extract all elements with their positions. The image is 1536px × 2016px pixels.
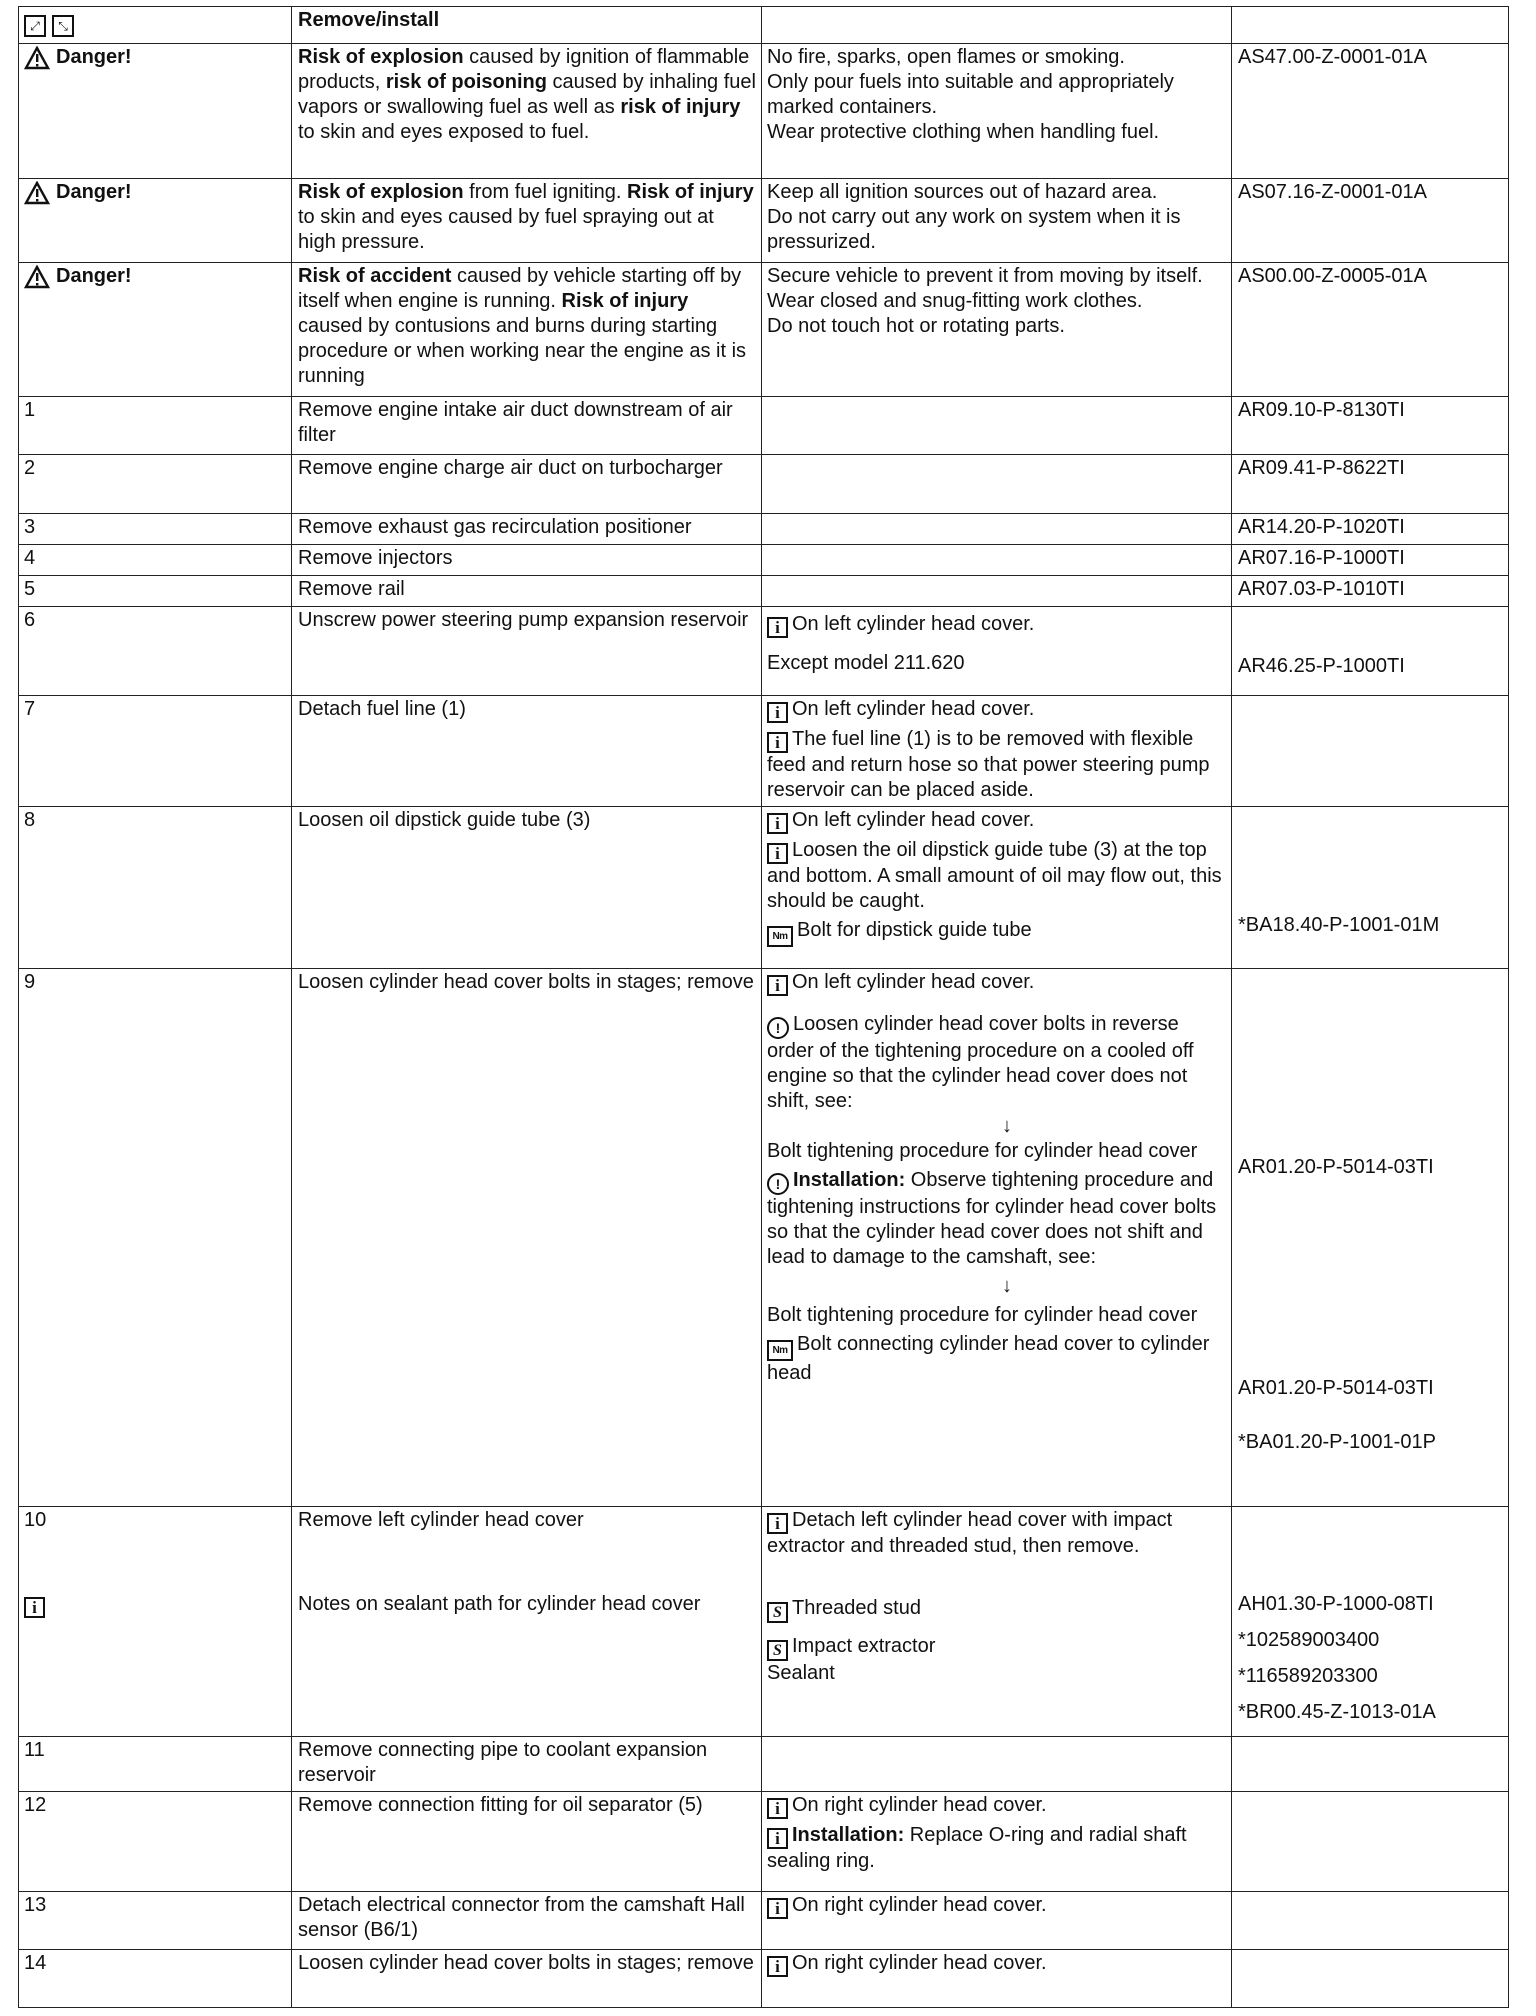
step-action: Remove connection fitting for oil separator (5) bbox=[292, 1792, 762, 1892]
step-row-5 bbox=[19, 576, 1509, 607]
step-ref-link[interactable]: *BA01.20-P-1001-01P bbox=[1238, 1431, 1436, 1453]
step-notes bbox=[762, 455, 1232, 514]
info-icon: i bbox=[767, 1956, 788, 1977]
info-icon: i bbox=[24, 1597, 45, 1618]
step-ref-cell bbox=[1232, 1950, 1509, 2008]
step-number-cell bbox=[19, 1507, 292, 1737]
step-notes: i On left cylinder head cover. Except model 211.620 bbox=[762, 607, 1232, 696]
step-row-7 bbox=[19, 696, 1509, 807]
header-row bbox=[19, 7, 1509, 44]
step-ref-cell bbox=[1232, 1792, 1509, 1892]
danger-label: Danger! bbox=[56, 46, 132, 68]
step-ref-link[interactable]: *116589203300 bbox=[1238, 1665, 1378, 1687]
step-notes: i On left cylinder head cover. i Loosen the oil dipstick guide tube (3) at the top and bottom. A small amount of oil may flow out, this should be caught. Nm Bolt for dipstick guide tube bbox=[762, 807, 1232, 969]
step-number: 4 bbox=[19, 545, 292, 576]
header-empty-3 bbox=[762, 7, 1232, 44]
danger-label-cell bbox=[19, 44, 292, 179]
step-ref-link[interactable]: AR07.03-P-1010TI bbox=[1232, 576, 1509, 607]
danger-measures: Secure vehicle to prevent it from moving by itself. Wear closed and snug-fitting work clothes. Do not touch hot or rotating parts. bbox=[762, 263, 1232, 397]
warning-icon bbox=[24, 46, 50, 70]
down-arrow-icon: ↓ bbox=[1002, 1275, 1012, 1297]
info-icon: i bbox=[767, 975, 788, 996]
step-row-1 bbox=[19, 397, 1509, 455]
danger-ref-link[interactable]: AS07.16-Z-0001-01A bbox=[1232, 179, 1509, 263]
step-ref-cell bbox=[1232, 1507, 1509, 1737]
danger-label-cell bbox=[19, 179, 292, 263]
step-ref-link[interactable]: AR01.20-P-5014-03TI bbox=[1238, 1377, 1434, 1399]
step-number: 12 bbox=[19, 1792, 292, 1892]
step-row-2 bbox=[19, 455, 1509, 514]
danger-measures: Keep all ignition sources out of hazard area. Do not carry out any work on system when it is pressurized. bbox=[762, 179, 1232, 263]
step-action: Remove engine charge air duct on turbocharger bbox=[292, 455, 762, 514]
step-number: 5 bbox=[19, 576, 292, 607]
info-icon: i bbox=[767, 1828, 788, 1849]
danger-risk-text: Risk of explosion caused by ignition of flammable products, risk of poisoning caused by inhaling fuel vapors or swallowing fuel as well as risk of injury to skin and eyes exposed to fuel. bbox=[292, 44, 762, 179]
info-icon: i bbox=[767, 702, 788, 723]
step-number: 7 bbox=[19, 696, 292, 807]
info-icon: i bbox=[767, 1798, 788, 1819]
step-action: Remove rail bbox=[292, 576, 762, 607]
caution-note-icon: ! bbox=[767, 1017, 789, 1039]
down-arrow-icon: ↓ bbox=[1002, 1115, 1012, 1137]
step-notes bbox=[762, 514, 1232, 545]
step-row-8 bbox=[19, 807, 1509, 969]
torque-nm-icon: Nm bbox=[767, 1340, 793, 1361]
step-ref-cell bbox=[1232, 969, 1509, 1507]
step-action: Loosen cylinder head cover bolts in stages; remove bbox=[292, 1950, 762, 2008]
step-ref-cell bbox=[1232, 696, 1509, 807]
step-row-6 bbox=[19, 607, 1509, 696]
step-ref-link[interactable]: AR14.20-P-1020TI bbox=[1232, 514, 1509, 545]
danger-ref-link[interactable]: AS00.00-Z-0005-01A bbox=[1232, 263, 1509, 397]
step-row-14 bbox=[19, 1950, 1509, 2008]
step-action: Remove injectors bbox=[292, 545, 762, 576]
info-icon: i bbox=[767, 617, 788, 638]
danger-label: Danger! bbox=[56, 265, 132, 287]
danger-row-3 bbox=[19, 263, 1509, 397]
warning-icon bbox=[24, 181, 50, 205]
danger-row-1 bbox=[19, 44, 1509, 179]
step-action: Remove left cylinder head cover Notes on sealant path for cylinder head cover bbox=[292, 1507, 762, 1737]
step-notes: i On right cylinder head cover. bbox=[762, 1950, 1232, 2008]
step-number: 8 bbox=[19, 807, 292, 969]
step-action: Remove connecting pipe to coolant expansion reservoir bbox=[292, 1737, 762, 1792]
info-icon: i bbox=[767, 732, 788, 753]
step-number: 2 bbox=[19, 455, 292, 514]
step-notes bbox=[762, 576, 1232, 607]
header-icons-cell bbox=[19, 7, 292, 44]
danger-risk-text: Risk of explosion from fuel igniting. Risk of injury to skin and eyes caused by fuel spraying out at high pressure. bbox=[292, 179, 762, 263]
step-ref-cell bbox=[1232, 1737, 1509, 1792]
step-notes: i On right cylinder head cover. bbox=[762, 1892, 1232, 1950]
step-number: 14 bbox=[19, 1950, 292, 2008]
danger-label: Danger! bbox=[56, 181, 132, 203]
step-notes: i On right cylinder head cover. i Installation: Replace O-ring and radial shaft sealing ring. bbox=[762, 1792, 1232, 1892]
step-action: Detach fuel line (1) bbox=[292, 696, 762, 807]
danger-label-cell bbox=[19, 263, 292, 397]
step-ref-cell bbox=[1232, 1892, 1509, 1950]
step-ref-link[interactable]: AR09.10-P-8130TI bbox=[1232, 397, 1509, 455]
step-row-10 bbox=[19, 1507, 1509, 1737]
step-number: 10 bbox=[24, 1509, 47, 1531]
step-notes bbox=[762, 397, 1232, 455]
danger-risk-text: Risk of accident caused by vehicle starting off by itself when engine is running. Risk of injury caused by contusions and burns during starting procedure or when working near the engine as it is running bbox=[292, 263, 762, 397]
step-number: 3 bbox=[19, 514, 292, 545]
step-row-12 bbox=[19, 1792, 1509, 1892]
step-number: 1 bbox=[19, 397, 292, 455]
info-icon: i bbox=[767, 813, 788, 834]
step-ref-link[interactable]: AR09.41-P-8622TI bbox=[1232, 455, 1509, 514]
step-row-13 bbox=[19, 1892, 1509, 1950]
step-action: Remove exhaust gas recirculation positioner bbox=[292, 514, 762, 545]
danger-measures: No fire, sparks, open flames or smoking. Only pour fuels into suitable and appropriately marked containers. Wear protective clothing when handling fuel. bbox=[762, 44, 1232, 179]
step-notes: i On left cylinder head cover. ! Loosen cylinder head cover bolts in reverse order of the tightening procedure on a cooled off engine so that the cylinder head cover does not shift, see: ↓ Bolt tightening procedure for cylinder head cover ! Installation: Observe tightening procedure and tightening instructions for cylinder head cover bolts so that the cylinder head cover does not shift and lead to damage to the camshaft, see: ↓ Bolt tightening procedure for cylinder head cover Nm Bolt connecting cylinder head cover to cylinder head bbox=[762, 969, 1232, 1507]
special-tool-icon: S bbox=[767, 1640, 788, 1661]
step-row-9 bbox=[19, 969, 1509, 1507]
step-ref-link[interactable]: AR07.16-P-1000TI bbox=[1232, 545, 1509, 576]
step-action: Loosen oil dipstick guide tube (3) bbox=[292, 807, 762, 969]
header-empty-4 bbox=[1232, 7, 1509, 44]
step-ref-link[interactable]: AR01.20-P-5014-03TI bbox=[1238, 1156, 1434, 1178]
expand-icon[interactable]: ⤢ bbox=[24, 15, 46, 37]
danger-ref-link[interactable]: AS47.00-Z-0001-01A bbox=[1232, 44, 1509, 179]
warning-icon bbox=[24, 265, 50, 289]
step-row-4 bbox=[19, 545, 1509, 576]
step-action: Unscrew power steering pump expansion reservoir bbox=[292, 607, 762, 696]
step-ref-link[interactable]: AH01.30-P-1000-08TI bbox=[1238, 1593, 1434, 1615]
danger-row-2 bbox=[19, 179, 1509, 263]
info-icon: i bbox=[767, 1513, 788, 1534]
collapse-icon[interactable]: ⤡ bbox=[52, 15, 74, 37]
step-action: Detach electrical connector from the camshaft Hall sensor (B6/1) bbox=[292, 1892, 762, 1950]
step-ref-link[interactable]: *BA18.40-P-1001-01M bbox=[1232, 807, 1509, 969]
step-row-11 bbox=[19, 1737, 1509, 1792]
step-notes: i On left cylinder head cover. i The fuel line (1) is to be removed with flexible feed and return hose so that power steering pump reservoir can be placed aside. bbox=[762, 696, 1232, 807]
step-number: 6 bbox=[19, 607, 292, 696]
header-remove-install: Remove/install bbox=[292, 7, 762, 44]
step-number: 9 bbox=[19, 969, 292, 1507]
step-ref-link[interactable]: *102589003400 bbox=[1238, 1629, 1380, 1651]
procedure-table bbox=[18, 6, 1509, 2008]
step-notes: i Detach left cylinder head cover with impact extractor and threaded stud, then remove. S Threaded stud S Impact extractor Sealant bbox=[762, 1507, 1232, 1737]
step-ref-link[interactable]: *BR00.45-Z-1013-01A bbox=[1238, 1701, 1436, 1723]
step-action: Loosen cylinder head cover bolts in stages; remove bbox=[292, 969, 762, 1507]
step-notes bbox=[762, 545, 1232, 576]
step-row-3 bbox=[19, 514, 1509, 545]
torque-nm-icon: Nm bbox=[767, 926, 793, 947]
step-action: Remove engine intake air duct downstream of air filter bbox=[292, 397, 762, 455]
step-number: 11 bbox=[19, 1737, 292, 1792]
info-icon: i bbox=[767, 1898, 788, 1919]
step-notes bbox=[762, 1737, 1232, 1792]
step-ref-link[interactable]: AR46.25-P-1000TI bbox=[1232, 607, 1509, 696]
step-number: 13 bbox=[19, 1892, 292, 1950]
caution-note-icon: ! bbox=[767, 1173, 789, 1195]
info-icon: i bbox=[767, 843, 788, 864]
special-tool-icon: S bbox=[767, 1602, 788, 1623]
